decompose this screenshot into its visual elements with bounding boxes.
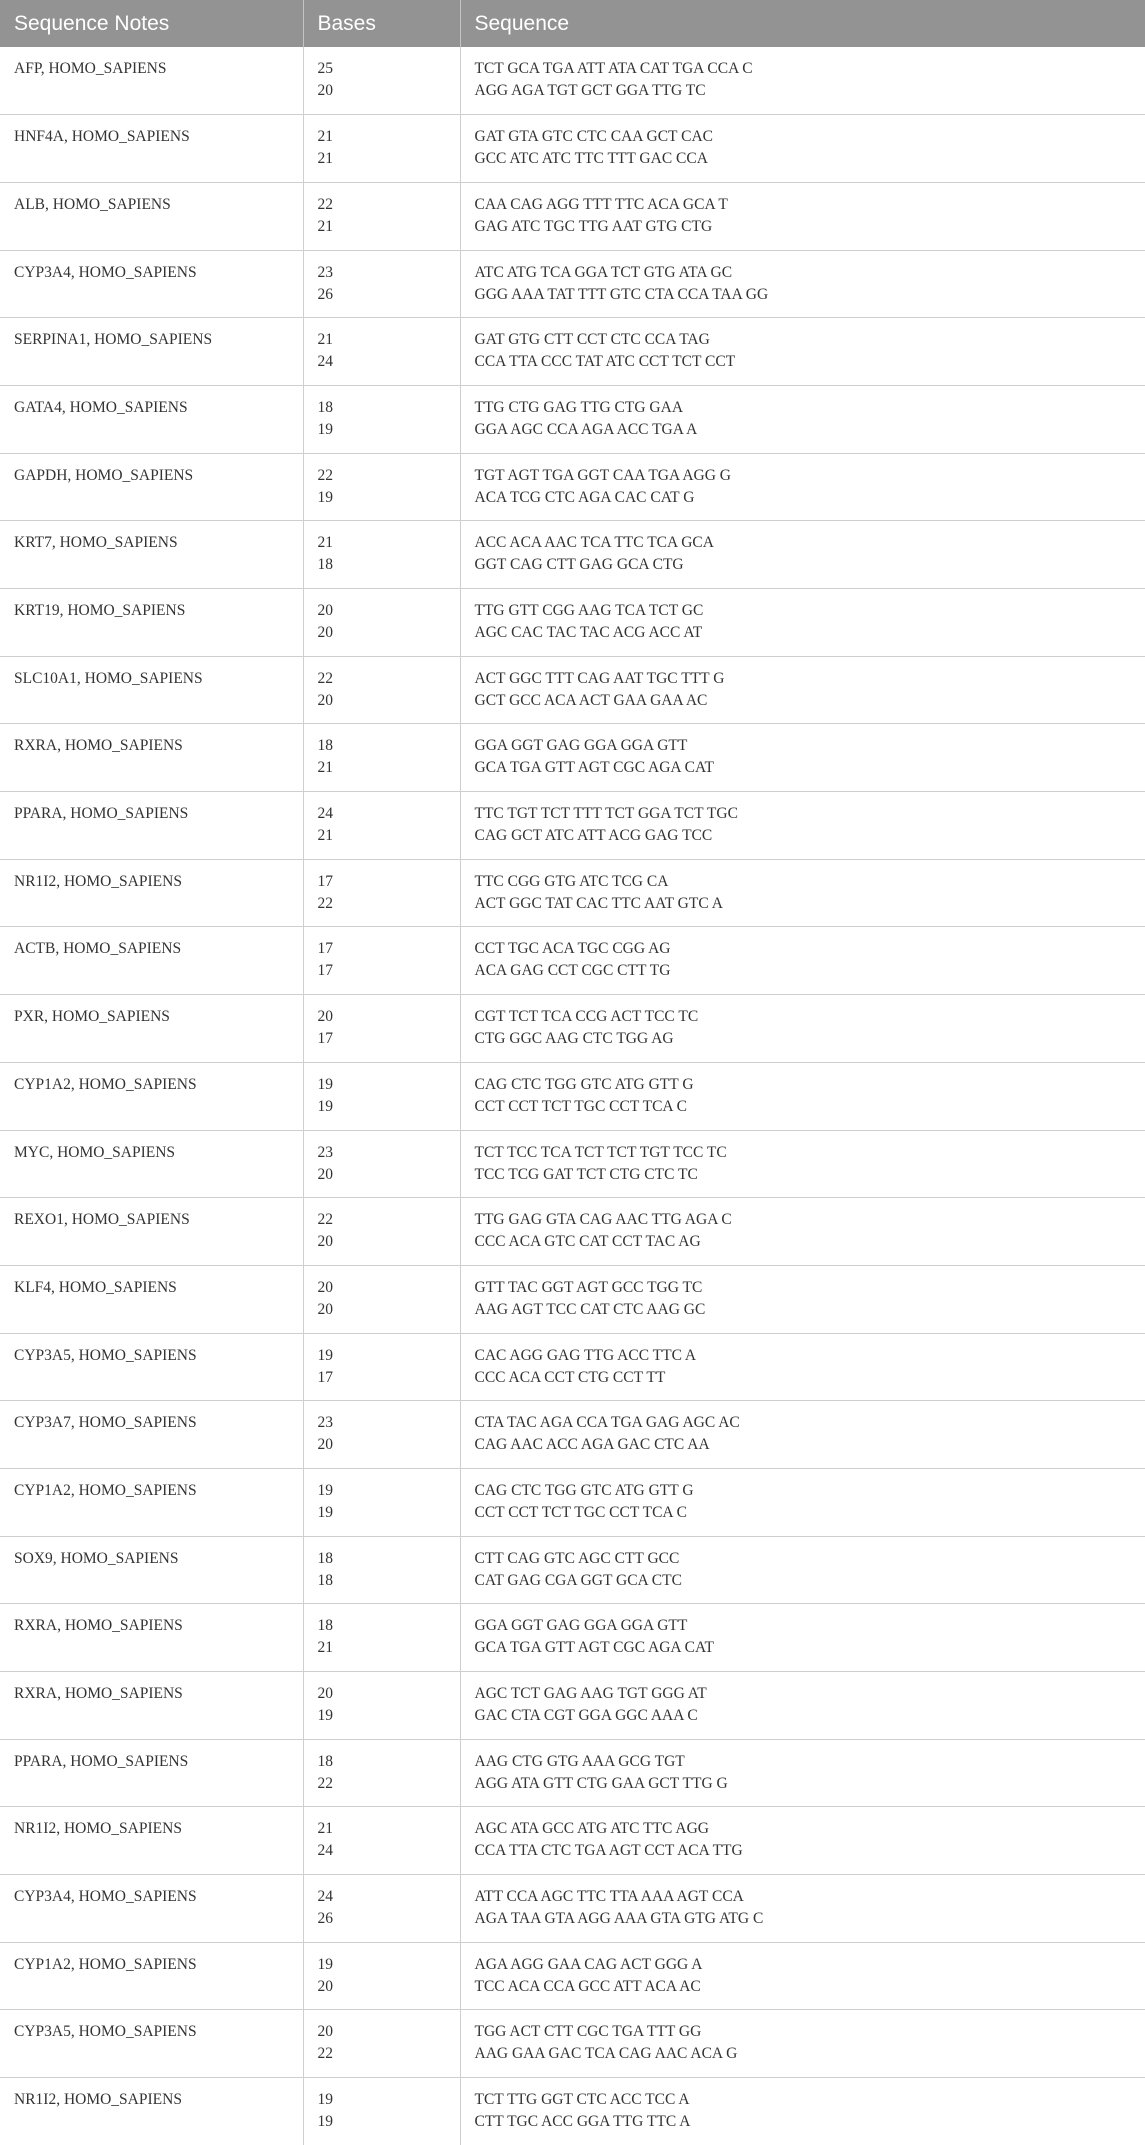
cell-sequence-note: CYP1A2, HOMO_SAPIENS xyxy=(0,1062,303,1130)
table-row xyxy=(0,250,1145,318)
reverse-primer-sequence: TCC TCG GAT TCT CTG CTC TC xyxy=(475,1164,1145,1186)
forward-primer-sequence: TTG CTG GAG TTG CTG GAA xyxy=(475,397,1145,419)
forward-base-count: 19 xyxy=(318,1954,460,1976)
reverse-primer-sequence: ACA GAG CCT CGC CTT TG xyxy=(475,960,1145,982)
cell-bases xyxy=(303,724,460,792)
reverse-primer-sequence: AGG AGA TGT GCT GGA TTG TC xyxy=(475,80,1145,102)
forward-base-count: 19 xyxy=(318,1345,460,1367)
reverse-base-count: 21 xyxy=(318,757,460,779)
reverse-primer-sequence: TCC ACA CCA GCC ATT ACA AC xyxy=(475,1976,1145,1998)
cell-sequence xyxy=(460,1198,1145,1266)
forward-primer-sequence: TTC CGG GTG ATC TCG CA xyxy=(475,871,1145,893)
cell-sequence xyxy=(460,318,1145,386)
reverse-primer-sequence: GGG AAA TAT TTT GTC CTA CCA TAA GG xyxy=(475,284,1145,306)
forward-primer-sequence: ACT GGC TTT CAG AAT TGC TTT G xyxy=(475,668,1145,690)
table-row xyxy=(0,1198,1145,1266)
forward-base-count: 18 xyxy=(318,1548,460,1570)
cell-sequence xyxy=(460,1604,1145,1672)
cell-bases xyxy=(303,318,460,386)
forward-primer-sequence: TTG GTT CGG AAG TCA TCT GC xyxy=(475,600,1145,622)
table-row xyxy=(0,182,1145,250)
cell-sequence xyxy=(460,724,1145,792)
cell-bases xyxy=(303,1198,460,1266)
cell-sequence xyxy=(460,1875,1145,1943)
cell-bases xyxy=(303,521,460,589)
reverse-primer-sequence: GGA AGC CCA AGA ACC TGA A xyxy=(475,419,1145,441)
cell-sequence-note: RXRA, HOMO_SAPIENS xyxy=(0,724,303,792)
table-row xyxy=(0,1942,1145,2010)
cell-sequence xyxy=(460,250,1145,318)
cell-bases xyxy=(303,385,460,453)
header-sequence-notes: Sequence Notes xyxy=(0,0,303,47)
forward-primer-sequence: TCT GCA TGA ATT ATA CAT TGA CCA C xyxy=(475,58,1145,80)
forward-base-count: 25 xyxy=(318,58,460,80)
reverse-base-count: 19 xyxy=(318,487,460,509)
reverse-base-count: 19 xyxy=(318,1705,460,1727)
cell-sequence xyxy=(460,995,1145,1063)
cell-sequence-note: NR1I2, HOMO_SAPIENS xyxy=(0,859,303,927)
reverse-base-count: 21 xyxy=(318,148,460,170)
cell-sequence xyxy=(460,1265,1145,1333)
forward-base-count: 23 xyxy=(318,1142,460,1164)
cell-sequence-note: KRT19, HOMO_SAPIENS xyxy=(0,589,303,657)
table-row xyxy=(0,521,1145,589)
cell-bases xyxy=(303,1333,460,1401)
cell-sequence xyxy=(460,589,1145,657)
reverse-base-count: 20 xyxy=(318,690,460,712)
cell-bases xyxy=(303,1265,460,1333)
forward-primer-sequence: GGA GGT GAG GGA GGA GTT xyxy=(475,735,1145,757)
forward-primer-sequence: CAA CAG AGG TTT TTC ACA GCA T xyxy=(475,194,1145,216)
cell-sequence xyxy=(460,656,1145,724)
forward-base-count: 18 xyxy=(318,397,460,419)
table-row xyxy=(0,1875,1145,1943)
cell-bases xyxy=(303,1942,460,2010)
cell-bases xyxy=(303,792,460,860)
table-row xyxy=(0,1130,1145,1198)
cell-sequence-note: CYP1A2, HOMO_SAPIENS xyxy=(0,1942,303,2010)
cell-sequence-note: ACTB, HOMO_SAPIENS xyxy=(0,927,303,995)
cell-sequence-note: CYP3A7, HOMO_SAPIENS xyxy=(0,1401,303,1469)
cell-sequence-note: HNF4A, HOMO_SAPIENS xyxy=(0,115,303,183)
forward-primer-sequence: ATC ATG TCA GGA TCT GTG ATA GC xyxy=(475,262,1145,284)
reverse-base-count: 21 xyxy=(318,1637,460,1659)
reverse-base-count: 17 xyxy=(318,960,460,982)
forward-primer-sequence: CTT CAG GTC AGC CTT GCC xyxy=(475,1548,1145,1570)
forward-primer-sequence: TCT TCC TCA TCT TCT TGT TCC TC xyxy=(475,1142,1145,1164)
table-row xyxy=(0,1536,1145,1604)
cell-sequence xyxy=(460,1739,1145,1807)
reverse-base-count: 19 xyxy=(318,1096,460,1118)
forward-primer-sequence: AAG CTG GTG AAA GCG TGT xyxy=(475,1751,1145,1773)
reverse-primer-sequence: CCT CCT TCT TGC CCT TCA C xyxy=(475,1502,1145,1524)
cell-sequence xyxy=(460,521,1145,589)
forward-base-count: 20 xyxy=(318,1683,460,1705)
reverse-primer-sequence: AAG GAA GAC TCA CAG AAC ACA G xyxy=(475,2043,1145,2065)
table-row xyxy=(0,995,1145,1063)
forward-primer-sequence: ATT CCA AGC TTC TTA AAA AGT CCA xyxy=(475,1886,1145,1908)
reverse-primer-sequence: GGT CAG CTT GAG GCA CTG xyxy=(475,554,1145,576)
cell-bases xyxy=(303,1739,460,1807)
reverse-base-count: 18 xyxy=(318,554,460,576)
table-row xyxy=(0,1401,1145,1469)
forward-base-count: 23 xyxy=(318,262,460,284)
cell-sequence-note: CYP3A5, HOMO_SAPIENS xyxy=(0,1333,303,1401)
cell-sequence xyxy=(460,1401,1145,1469)
reverse-base-count: 22 xyxy=(318,893,460,915)
cell-sequence xyxy=(460,1536,1145,1604)
cell-sequence-note: KLF4, HOMO_SAPIENS xyxy=(0,1265,303,1333)
table-row xyxy=(0,724,1145,792)
reverse-primer-sequence: CAG GCT ATC ATT ACG GAG TCC xyxy=(475,825,1145,847)
cell-bases xyxy=(303,182,460,250)
cell-sequence-note: GATA4, HOMO_SAPIENS xyxy=(0,385,303,453)
cell-bases xyxy=(303,115,460,183)
cell-bases xyxy=(303,589,460,657)
cell-bases xyxy=(303,656,460,724)
cell-bases xyxy=(303,1062,460,1130)
forward-base-count: 19 xyxy=(318,1480,460,1502)
reverse-primer-sequence: CTT TGC ACC GGA TTG TTC A xyxy=(475,2111,1145,2133)
table-row xyxy=(0,385,1145,453)
forward-primer-sequence: TGG ACT CTT CGC TGA TTT GG xyxy=(475,2021,1145,2043)
cell-bases xyxy=(303,927,460,995)
table-row xyxy=(0,453,1145,521)
reverse-primer-sequence: AGC CAC TAC TAC ACG ACC AT xyxy=(475,622,1145,644)
cell-sequence xyxy=(460,1333,1145,1401)
header-sequence: Sequence xyxy=(460,0,1145,47)
cell-sequence-note: SERPINA1, HOMO_SAPIENS xyxy=(0,318,303,386)
forward-base-count: 24 xyxy=(318,803,460,825)
cell-sequence-note: PPARA, HOMO_SAPIENS xyxy=(0,792,303,860)
cell-sequence-note: ALB, HOMO_SAPIENS xyxy=(0,182,303,250)
cell-sequence-note: CYP3A4, HOMO_SAPIENS xyxy=(0,250,303,318)
reverse-primer-sequence: GAC CTA CGT GGA GGC AAA C xyxy=(475,1705,1145,1727)
forward-base-count: 19 xyxy=(318,2089,460,2111)
cell-sequence-note: NR1I2, HOMO_SAPIENS xyxy=(0,2078,303,2145)
cell-bases xyxy=(303,1875,460,1943)
reverse-primer-sequence: GCA TGA GTT AGT CGC AGA CAT xyxy=(475,757,1145,779)
reverse-primer-sequence: CTG GGC AAG CTC TGG AG xyxy=(475,1028,1145,1050)
cell-sequence xyxy=(460,2010,1145,2078)
forward-base-count: 22 xyxy=(318,465,460,487)
forward-primer-sequence: TTC TGT TCT TTT TCT GGA TCT TGC xyxy=(475,803,1145,825)
forward-base-count: 22 xyxy=(318,668,460,690)
forward-base-count: 18 xyxy=(318,735,460,757)
table-row xyxy=(0,47,1145,115)
table-row xyxy=(0,1265,1145,1333)
cell-bases xyxy=(303,1604,460,1672)
reverse-base-count: 20 xyxy=(318,80,460,102)
forward-base-count: 18 xyxy=(318,1615,460,1637)
cell-bases xyxy=(303,47,460,115)
reverse-primer-sequence: ACT GGC TAT CAC TTC AAT GTC A xyxy=(475,893,1145,915)
forward-primer-sequence: GTT TAC GGT AGT GCC TGG TC xyxy=(475,1277,1145,1299)
cell-sequence-note: CYP1A2, HOMO_SAPIENS xyxy=(0,1468,303,1536)
cell-sequence xyxy=(460,182,1145,250)
reverse-base-count: 21 xyxy=(318,825,460,847)
forward-primer-sequence: CTA TAC AGA CCA TGA GAG AGC AC xyxy=(475,1412,1145,1434)
reverse-primer-sequence: CCC ACA CCT CTG CCT TT xyxy=(475,1367,1145,1389)
forward-base-count: 20 xyxy=(318,1006,460,1028)
cell-sequence-note: SOX9, HOMO_SAPIENS xyxy=(0,1536,303,1604)
forward-primer-sequence: ACC ACA AAC TCA TTC TCA GCA xyxy=(475,532,1145,554)
cell-bases xyxy=(303,453,460,521)
forward-primer-sequence: CAG CTC TGG GTC ATG GTT G xyxy=(475,1074,1145,1096)
reverse-primer-sequence: GCC ATC ATC TTC TTT GAC CCA xyxy=(475,148,1145,170)
forward-base-count: 20 xyxy=(318,1277,460,1299)
cell-sequence-note: REXO1, HOMO_SAPIENS xyxy=(0,1198,303,1266)
cell-bases xyxy=(303,995,460,1063)
reverse-base-count: 26 xyxy=(318,1908,460,1930)
forward-base-count: 20 xyxy=(318,2021,460,2043)
forward-base-count: 19 xyxy=(318,1074,460,1096)
cell-sequence-note: PXR, HOMO_SAPIENS xyxy=(0,995,303,1063)
reverse-primer-sequence: CCT CCT TCT TGC CCT TCA C xyxy=(475,1096,1145,1118)
cell-sequence-note: MYC, HOMO_SAPIENS xyxy=(0,1130,303,1198)
forward-primer-sequence: CCT TGC ACA TGC CGG AG xyxy=(475,938,1145,960)
cell-sequence xyxy=(460,792,1145,860)
reverse-primer-sequence: AGA TAA GTA AGG AAA GTA GTG ATG C xyxy=(475,1908,1145,1930)
forward-primer-sequence: AGC ATA GCC ATG ATC TTC AGG xyxy=(475,1818,1145,1840)
table-row xyxy=(0,859,1145,927)
forward-base-count: 24 xyxy=(318,1886,460,1908)
table-header xyxy=(0,0,1145,47)
forward-primer-sequence: AGC TCT GAG AAG TGT GGG AT xyxy=(475,1683,1145,1705)
cell-sequence xyxy=(460,927,1145,995)
cell-sequence-note: SLC10A1, HOMO_SAPIENS xyxy=(0,656,303,724)
reverse-base-count: 20 xyxy=(318,1976,460,1998)
forward-base-count: 18 xyxy=(318,1751,460,1773)
forward-base-count: 23 xyxy=(318,1412,460,1434)
cell-sequence-note: RXRA, HOMO_SAPIENS xyxy=(0,1604,303,1672)
reverse-base-count: 19 xyxy=(318,1502,460,1524)
forward-primer-sequence: TTG GAG GTA CAG AAC TTG AGA C xyxy=(475,1209,1145,1231)
forward-primer-sequence: GAT GTG CTT CCT CTC CCA TAG xyxy=(475,329,1145,351)
cell-sequence-note: PPARA, HOMO_SAPIENS xyxy=(0,1739,303,1807)
reverse-primer-sequence: CCA TTA CCC TAT ATC CCT TCT CCT xyxy=(475,351,1145,373)
reverse-base-count: 20 xyxy=(318,1164,460,1186)
cell-sequence-note: RXRA, HOMO_SAPIENS xyxy=(0,1672,303,1740)
forward-base-count: 22 xyxy=(318,1209,460,1231)
cell-sequence xyxy=(460,1672,1145,1740)
cell-sequence-note: KRT7, HOMO_SAPIENS xyxy=(0,521,303,589)
cell-bases xyxy=(303,1130,460,1198)
cell-bases xyxy=(303,1536,460,1604)
reverse-base-count: 20 xyxy=(318,1231,460,1253)
cell-sequence xyxy=(460,1942,1145,2010)
reverse-base-count: 19 xyxy=(318,2111,460,2133)
forward-primer-sequence: TCT TTG GGT CTC ACC TCC A xyxy=(475,2089,1145,2111)
header-bases: Bases xyxy=(303,0,460,47)
cell-sequence xyxy=(460,1807,1145,1875)
table-row xyxy=(0,115,1145,183)
cell-sequence xyxy=(460,859,1145,927)
forward-base-count: 22 xyxy=(318,194,460,216)
cell-sequence-note: NR1I2, HOMO_SAPIENS xyxy=(0,1807,303,1875)
reverse-base-count: 22 xyxy=(318,2043,460,2065)
forward-primer-sequence: GGA GGT GAG GGA GGA GTT xyxy=(475,1615,1145,1637)
cell-bases xyxy=(303,859,460,927)
forward-base-count: 21 xyxy=(318,532,460,554)
table-row xyxy=(0,1604,1145,1672)
cell-bases xyxy=(303,1468,460,1536)
forward-base-count: 21 xyxy=(318,1818,460,1840)
cell-sequence-note: CYP3A4, HOMO_SAPIENS xyxy=(0,1875,303,1943)
table-body xyxy=(0,47,1145,2145)
reverse-base-count: 17 xyxy=(318,1367,460,1389)
cell-bases xyxy=(303,1401,460,1469)
forward-primer-sequence: CAG CTC TGG GTC ATG GTT G xyxy=(475,1480,1145,1502)
forward-primer-sequence: TGT AGT TGA GGT CAA TGA AGG G xyxy=(475,465,1145,487)
table-row xyxy=(0,656,1145,724)
reverse-base-count: 21 xyxy=(318,216,460,238)
forward-base-count: 21 xyxy=(318,329,460,351)
reverse-base-count: 26 xyxy=(318,284,460,306)
cell-sequence-note: AFP, HOMO_SAPIENS xyxy=(0,47,303,115)
cell-sequence-note: GAPDH, HOMO_SAPIENS xyxy=(0,453,303,521)
reverse-primer-sequence: CAT GAG CGA GGT GCA CTC xyxy=(475,1570,1145,1592)
cell-bases xyxy=(303,1672,460,1740)
cell-sequence xyxy=(460,1130,1145,1198)
reverse-primer-sequence: CCA TTA CTC TGA AGT CCT ACA TTG xyxy=(475,1840,1145,1862)
reverse-primer-sequence: AGG ATA GTT CTG GAA GCT TTG G xyxy=(475,1773,1145,1795)
reverse-primer-sequence: CAG AAC ACC AGA GAC CTC AA xyxy=(475,1434,1145,1456)
reverse-base-count: 17 xyxy=(318,1028,460,1050)
reverse-base-count: 20 xyxy=(318,1434,460,1456)
reverse-primer-sequence: GCT GCC ACA ACT GAA GAA AC xyxy=(475,690,1145,712)
forward-base-count: 21 xyxy=(318,126,460,148)
forward-primer-sequence: CAC AGG GAG TTG ACC TTC A xyxy=(475,1345,1145,1367)
reverse-base-count: 20 xyxy=(318,1299,460,1321)
cell-sequence xyxy=(460,385,1145,453)
forward-primer-sequence: GAT GTA GTC CTC CAA GCT CAC xyxy=(475,126,1145,148)
cell-sequence xyxy=(460,47,1145,115)
table-row xyxy=(0,1672,1145,1740)
forward-base-count: 20 xyxy=(318,600,460,622)
table-row xyxy=(0,1333,1145,1401)
forward-base-count: 17 xyxy=(318,938,460,960)
cell-bases xyxy=(303,2010,460,2078)
reverse-base-count: 22 xyxy=(318,1773,460,1795)
cell-sequence xyxy=(460,1062,1145,1130)
cell-sequence xyxy=(460,115,1145,183)
forward-primer-sequence: AGA AGG GAA CAG ACT GGG A xyxy=(475,1954,1145,1976)
table-row xyxy=(0,589,1145,657)
cell-bases xyxy=(303,2078,460,2145)
forward-base-count: 17 xyxy=(318,871,460,893)
cell-sequence xyxy=(460,1468,1145,1536)
table-row xyxy=(0,1468,1145,1536)
header-row xyxy=(0,0,1145,47)
table-row xyxy=(0,318,1145,386)
reverse-base-count: 18 xyxy=(318,1570,460,1592)
reverse-primer-sequence: CCC ACA GTC CAT CCT TAC AG xyxy=(475,1231,1145,1253)
reverse-primer-sequence: AAG AGT TCC CAT CTC AAG GC xyxy=(475,1299,1145,1321)
table-row xyxy=(0,2010,1145,2078)
cell-sequence xyxy=(460,453,1145,521)
cell-bases xyxy=(303,1807,460,1875)
reverse-primer-sequence: GCA TGA GTT AGT CGC AGA CAT xyxy=(475,1637,1145,1659)
table-row xyxy=(0,927,1145,995)
reverse-base-count: 20 xyxy=(318,622,460,644)
cell-bases xyxy=(303,250,460,318)
table-row xyxy=(0,792,1145,860)
table-row xyxy=(0,1807,1145,1875)
table-row xyxy=(0,2078,1145,2145)
cell-sequence-note: CYP3A5, HOMO_SAPIENS xyxy=(0,2010,303,2078)
reverse-base-count: 24 xyxy=(318,1840,460,1862)
reverse-primer-sequence: GAG ATC TGC TTG AAT GTG CTG xyxy=(475,216,1145,238)
cell-sequence xyxy=(460,2078,1145,2145)
table-row xyxy=(0,1739,1145,1807)
table-row xyxy=(0,1062,1145,1130)
reverse-base-count: 24 xyxy=(318,351,460,373)
reverse-primer-sequence: ACA TCG CTC AGA CAC CAT G xyxy=(475,487,1145,509)
forward-primer-sequence: CGT TCT TCA CCG ACT TCC TC xyxy=(475,1006,1145,1028)
reverse-base-count: 19 xyxy=(318,419,460,441)
